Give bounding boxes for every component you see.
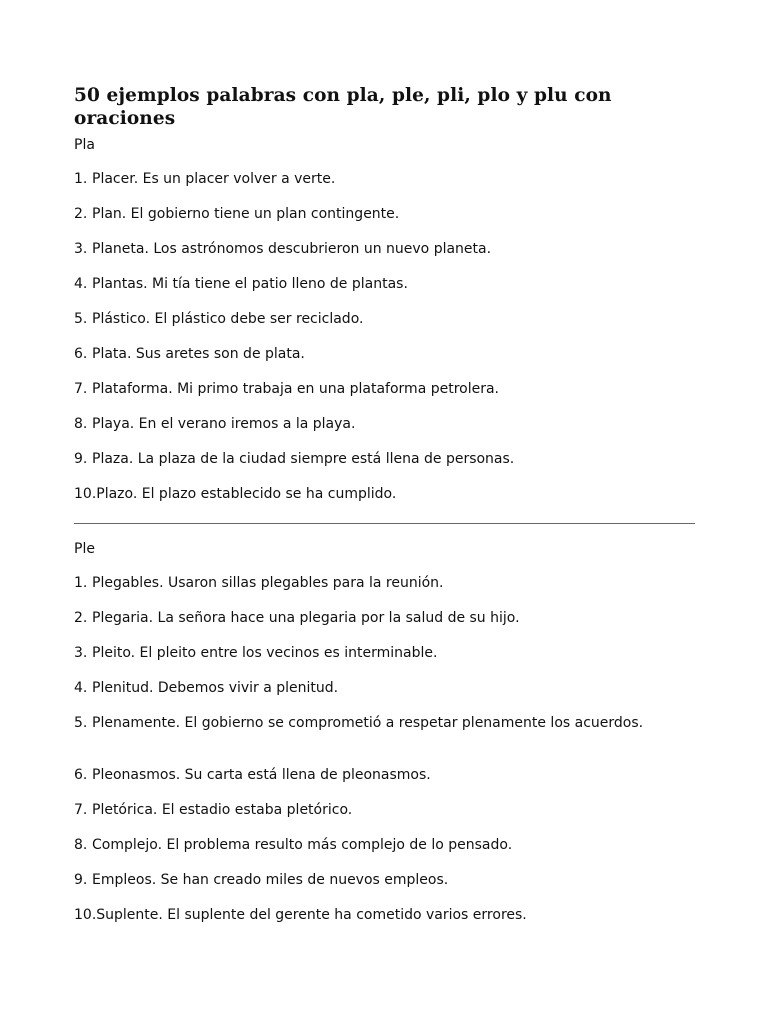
item-text: Plenitud. Debemos vivir a plenitud. [92,680,339,696]
item-number: 5. [74,715,88,731]
item-text: Plazo. El plazo establecido se ha cumplido. [96,486,397,502]
item-number: 6. [74,346,88,362]
list-item [74,872,695,907]
list-item [74,680,695,715]
list-item [74,206,695,241]
list-item [74,645,695,680]
list-item [74,276,695,311]
item-text: Plantas. Mi tía tiene el patio lleno de plantas. [92,276,408,292]
section-divider-wrap [74,523,695,524]
list-item [74,381,695,416]
list-item [74,715,695,767]
item-text: Plaza. La plaza de la ciudad siempre está llena de personas. [92,451,515,467]
list-item [74,486,695,521]
item-text: Placer. Es un placer volver a verte. [92,171,336,187]
item-text: Suplente. El suplente del gerente ha cometido varios errores. [96,907,527,923]
item-number: 7. [74,802,88,818]
item-text: Empleos. Se han creado miles de nuevos empleos. [92,872,449,888]
item-text: Complejo. El problema resulto más complejo de lo pensado. [92,837,513,853]
item-number: 3. [74,241,88,257]
item-number: 10. [74,486,97,502]
item-text: Plata. Sus aretes son de plata. [92,346,305,362]
word-list-pla [74,171,695,521]
list-item [74,575,695,610]
list-item [74,346,695,381]
item-text: Playa. En el verano iremos a la playa. [92,416,356,432]
item-number: 2. [74,206,88,222]
item-text: Plegaria. La señora hace una plegaria por la salud de su hijo. [92,610,520,626]
item-number: 7. [74,381,88,397]
item-text: Pleito. El pleito entre los vecinos es interminable. [92,645,438,661]
item-text: Planeta. Los astrónomos descubrieron un nuevo planeta. [92,241,492,257]
item-number: 1. [74,575,88,591]
item-number: 1. [74,171,88,187]
item-text: Plástico. El plástico debe ser reciclado. [92,311,364,327]
item-text: Plenamente. El gobierno se comprometió a respetar plenamente los acuerdos. [92,715,644,731]
section-divider [74,523,695,524]
item-number: 10. [74,907,97,923]
list-item [74,907,695,942]
section-label-pla: Pla [74,137,95,153]
list-item [74,416,695,451]
item-text: Pleonasmos. Su carta está llena de pleonasmos. [92,767,431,783]
item-number: 8. [74,416,88,432]
list-item [74,451,695,486]
list-item [74,171,695,206]
list-item [74,837,695,872]
list-item [74,311,695,346]
page-title: 50 ejemplos palabras con pla, ple, pli, plo y plu con oraciones [74,85,612,129]
item-text: Pletórica. El estadio estaba pletórico. [92,802,353,818]
item-text: Plan. El gobierno tiene un plan contingente. [92,206,400,222]
list-item [74,767,695,802]
item-number: 9. [74,451,88,467]
item-text: Plegables. Usaron sillas plegables para la reunión. [92,575,444,591]
item-number: 4. [74,680,88,696]
item-number: 8. [74,837,88,853]
item-number: 3. [74,645,88,661]
item-number: 9. [74,872,88,888]
section-label-ple: Ple [74,541,95,557]
item-number: 5. [74,311,88,327]
list-item [74,241,695,276]
item-number: 2. [74,610,88,626]
word-list-ple [74,575,695,942]
item-number: 6. [74,767,88,783]
item-text: Plataforma. Mi primo trabaja en una plataforma petrolera. [92,381,500,397]
document-page [74,84,695,942]
item-number: 4. [74,276,88,292]
list-item [74,802,695,837]
list-item [74,610,695,645]
